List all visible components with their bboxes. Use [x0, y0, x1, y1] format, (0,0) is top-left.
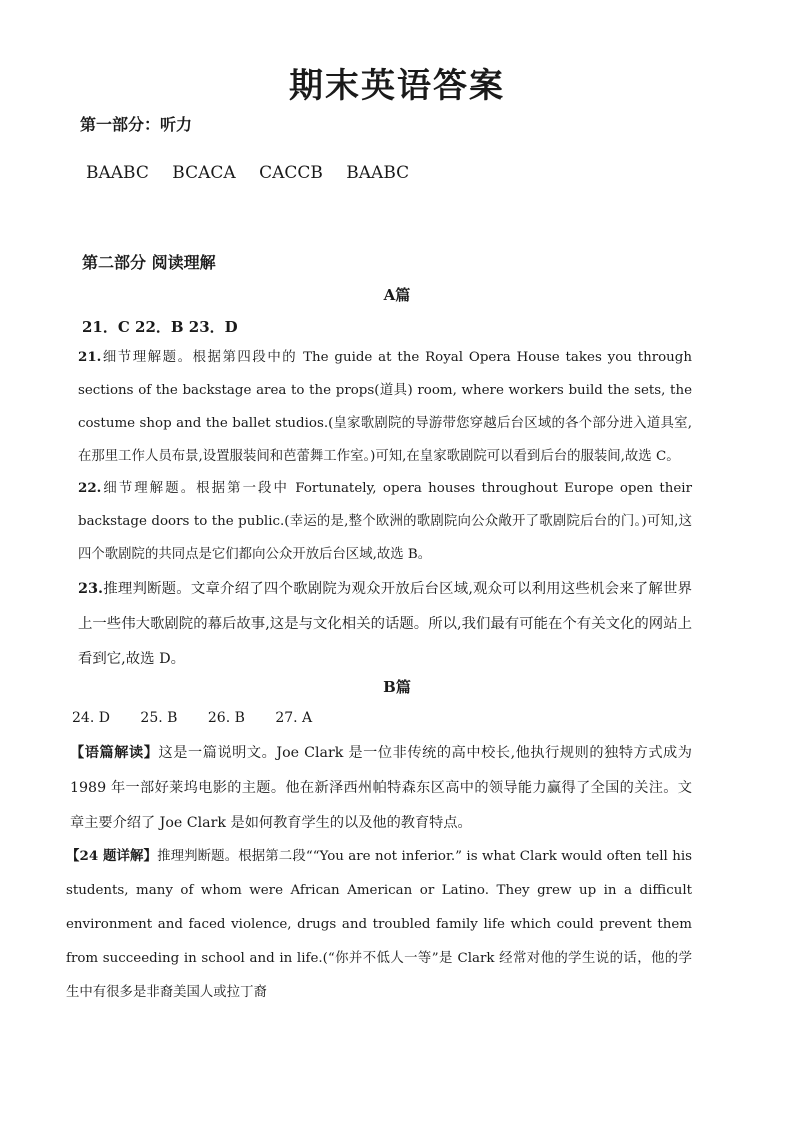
part2-heading: 第二部分 阅读理解	[82, 253, 216, 272]
q23-explanation	[78, 571, 692, 677]
reading-analysis-label: 【语篇解读】	[70, 745, 159, 761]
q23-text: 推理判断题。文章介绍了四个歌剧院为观众开放后台区域,观众可以利用这些机会来了解世界上一些伟大歌剧院的幕后故事,这是与文化相关的话题。所以,我们最有可能在个有关文化的网站上看到它,故选 D。	[78, 581, 692, 667]
answer-group: BAABC	[346, 163, 410, 183]
section-a-label: A篇	[383, 286, 411, 304]
page-title: 期末英语答案	[289, 66, 505, 106]
q21-explanation	[78, 341, 692, 473]
answer-group: BCACA	[172, 163, 236, 183]
answer-group: BAABC	[86, 163, 149, 183]
q21-number: 21.	[78, 349, 102, 365]
q23-number: 23.	[78, 580, 104, 597]
listening-answers	[86, 163, 427, 183]
section-b-label: B篇	[383, 678, 411, 696]
q24-label: 【24 题详解】	[66, 848, 158, 864]
q22-explanation	[78, 472, 692, 571]
q24-explanation	[66, 839, 692, 1010]
part1-heading: 第一部分：听力	[80, 115, 193, 134]
answer-item: 27. A	[275, 710, 313, 726]
q24-text: 推理判断题。根据第二段““You are not inferior.” is what Clark would often tell his students, many of whom were African American or Latino. They grew up in a difficult environment and faced violence, drugs and troubled family life which could prevent them from succeeding in school and in life.(“你并不低人一等”是 Clark 经常对他的学生说的话，他的学生中有很多是非裔美国人或拉丁裔	[66, 849, 692, 1000]
answer-group: CACCB	[259, 163, 323, 183]
q22-text: 细节理解题。根据第一段中 Fortunately, opera houses throughout Europe open their backstage doors to the public.(幸运的是,整个欧洲的歌剧院向公众敞开了歌剧院后台的门。)可知,这四个歌剧院的共同点是它们都向公众开放后台区域,故选 B。	[78, 481, 692, 562]
answer-item: 25. B	[140, 710, 178, 726]
section-b-answers	[72, 710, 338, 726]
section-a-answers: 21．C 22．B 23．D	[82, 318, 238, 336]
q22-number: 22.	[78, 480, 102, 496]
answer-item: 24. D	[72, 710, 110, 726]
reading-analysis	[70, 736, 692, 841]
q21-text: 细节理解题。根据第四段中的 The guide at the Royal Opera House takes you through sections of the backstage area to the props(道具) room, where workers build the sets, the costume shop and the ballet studios.(皇家歌剧院的导游带您穿越后台区域的各个部分进入道具室,在那里工作人员布景,设置服装间和芭蕾舞工作室。)可知,在皇家歌剧院可以看到后台的服装间,故选 C。	[78, 350, 692, 464]
reading-analysis-text: 这是一篇说明文。Joe Clark 是一位非传统的高中校长,他执行规则的独特方式成为 1989 年一部好莱坞电影的主题。他在新泽西州帕特森东区高中的领导能力赢得了全国的关注。文章主要介绍了 Joe Clark 是如何教育学生的以及他的教育特点。	[70, 745, 692, 831]
answer-item: 26. B	[207, 710, 245, 726]
